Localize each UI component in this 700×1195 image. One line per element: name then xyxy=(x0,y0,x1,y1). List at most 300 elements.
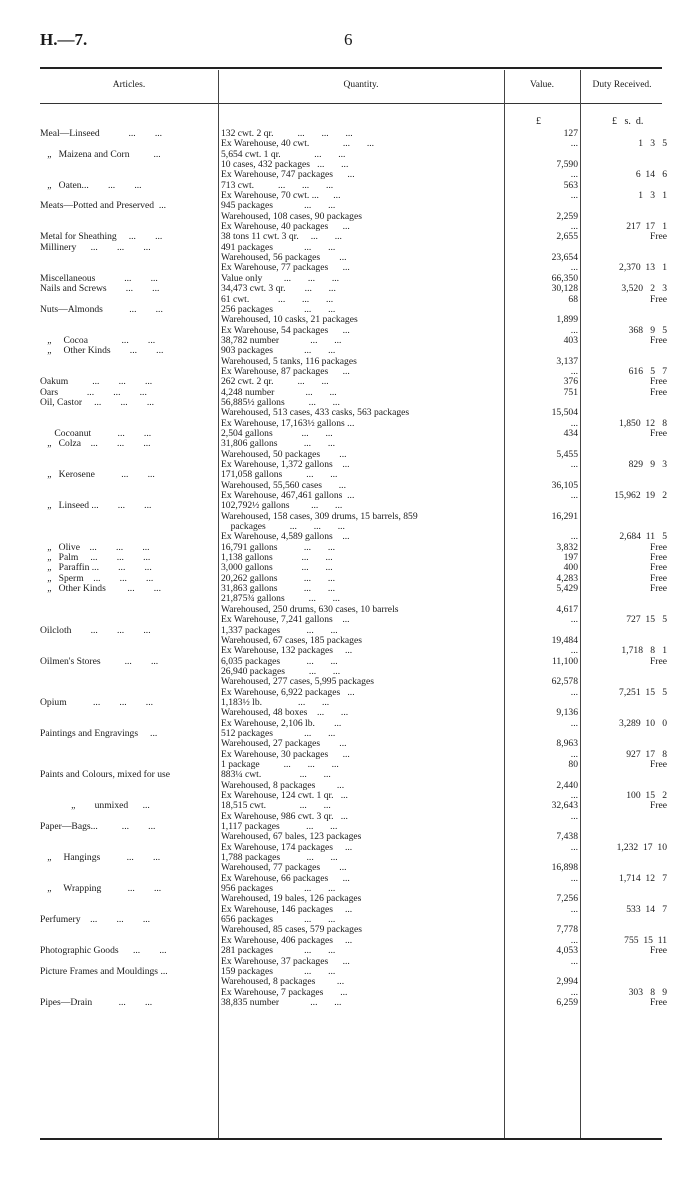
article-cell: Miscellaneous ... ... xyxy=(40,273,158,284)
article-cell xyxy=(40,357,218,367)
quantity-cell: Ex Warehouse, 17,163½ gallons ... xyxy=(221,418,355,429)
duty-cell: Free xyxy=(649,377,667,388)
duty-cell: Free xyxy=(649,335,667,346)
duty-cell: Free xyxy=(649,428,667,439)
duty-cell xyxy=(588,770,667,780)
quantity-cell: Warehoused, 158 cases, 309 drums, 15 barrels, 859 xyxy=(221,511,418,522)
article-cell xyxy=(40,988,218,998)
value-cell xyxy=(507,522,588,532)
quantity-cell: 20,262 gallons ... ... xyxy=(221,573,336,584)
article-cell xyxy=(40,750,218,760)
page-reference: H.—7. xyxy=(40,30,88,49)
value-cell: 3,832 xyxy=(556,542,578,553)
article-cell xyxy=(40,739,218,749)
article-cell: „ Olive ... ... ... xyxy=(40,542,150,553)
duty-cell xyxy=(588,894,667,904)
article-cell xyxy=(40,874,218,884)
quantity-cell: 1,183½ lb. ... ... xyxy=(221,697,330,708)
duty-cell: 1,714 12 7 xyxy=(619,873,667,884)
article-cell xyxy=(40,863,218,873)
table-row xyxy=(40,998,667,1008)
value-cell: ... xyxy=(570,904,578,915)
quantity-cell: 713 cwt. ... ... ... xyxy=(221,180,334,191)
quantity-cell: Warehoused, 250 drums, 630 cases, 10 barrels xyxy=(221,604,399,615)
table-row xyxy=(40,501,667,511)
duty-cell xyxy=(588,470,667,480)
duty-cell: Free xyxy=(649,563,667,574)
table-row xyxy=(40,719,667,729)
table-row xyxy=(40,594,667,604)
duty-cell xyxy=(588,305,667,315)
value-unit: £ xyxy=(536,116,541,127)
value-cell: 3,137 xyxy=(556,356,578,367)
duty-cell xyxy=(588,977,667,987)
article-cell xyxy=(40,781,218,791)
quantity-cell: 38,835 number ... ... xyxy=(221,997,342,1008)
article-cell xyxy=(40,326,218,336)
article-cell: Oars ... ... ... xyxy=(40,387,147,398)
quantity-cell: 159 packages ... ... xyxy=(221,966,336,977)
article-cell: Millinery ... ... ... xyxy=(40,242,151,253)
quantity-cell: Ex Warehouse, 986 cwt. 3 qr. ... xyxy=(221,811,348,822)
table-row xyxy=(40,398,667,408)
duty-cell: 533 14 7 xyxy=(626,904,667,915)
table-row xyxy=(40,905,667,915)
table-row xyxy=(40,936,667,946)
value-cell: 6,259 xyxy=(556,997,578,1008)
value-cell: 751 xyxy=(563,387,578,398)
value-cell: 400 xyxy=(563,563,578,574)
value-cell: ... xyxy=(570,935,578,946)
value-cell xyxy=(507,729,588,739)
imports-table xyxy=(40,129,667,1008)
article-cell xyxy=(40,605,218,615)
value-cell: 62,578 xyxy=(551,677,578,688)
duty-cell xyxy=(588,729,667,739)
value-cell xyxy=(507,626,588,636)
article-cell: Metal for Sheathing ... ... xyxy=(40,232,163,243)
table-row xyxy=(40,170,667,180)
quantity-cell: Ex Warehouse, 124 cwt. 1 qr. ... xyxy=(221,791,348,801)
duty-cell xyxy=(588,450,667,460)
duty-cell: 217 17 1 xyxy=(626,222,667,233)
value-cell xyxy=(507,770,588,780)
table-row xyxy=(40,212,667,222)
duty-cell xyxy=(588,253,667,263)
table-row xyxy=(40,139,667,149)
table-row xyxy=(40,160,667,170)
table-row xyxy=(40,429,667,439)
quantity-cell: 6,035 packages ... ... xyxy=(221,656,338,667)
article-cell: Meal—Linseed ... ... xyxy=(40,129,163,139)
duty-cell: 927 17 8 xyxy=(626,749,667,760)
article-cell: Nuts—Almonds ... ... xyxy=(40,304,163,315)
article-cell: Paper—Bags... ... ... xyxy=(40,822,156,833)
quantity-cell: 256 packages ... ... xyxy=(221,304,336,315)
table-row xyxy=(40,150,667,160)
quantity-cell: 3,000 gallons ... ... xyxy=(221,563,333,574)
value-cell: ... xyxy=(570,811,578,822)
quantity-cell: Warehoused, 77 packages ... xyxy=(221,863,347,874)
article-cell xyxy=(40,253,218,263)
value-cell: 68 xyxy=(568,294,578,305)
table-row xyxy=(40,677,667,687)
article-cell xyxy=(40,512,218,522)
article-cell: Perfumery ... ... ... xyxy=(40,915,151,926)
value-cell: 1,899 xyxy=(556,315,578,326)
duty-cell: Free xyxy=(649,294,667,305)
value-cell: ... xyxy=(570,615,578,626)
quantity-cell: Warehoused, 8 packages ... xyxy=(221,977,345,988)
quantity-cell: 491 packages ... ... xyxy=(221,242,336,253)
table-row xyxy=(40,439,667,449)
value-cell: ... xyxy=(570,366,578,377)
value-cell: 4,283 xyxy=(556,573,578,584)
duty-cell: Free xyxy=(649,584,667,595)
article-cell xyxy=(40,408,218,418)
article-cell: Opium ... ... ... xyxy=(40,697,153,708)
value-cell: ... xyxy=(570,460,578,470)
duty-cell: Free xyxy=(649,656,667,667)
table-row xyxy=(40,853,667,863)
table-row xyxy=(40,491,667,501)
quantity-cell: Warehoused, 55,560 cases ... xyxy=(221,480,346,491)
article-cell xyxy=(40,460,218,470)
article-cell: „ Paraffin ... ... ... xyxy=(40,563,152,574)
quantity-cell: Warehoused, 67 cases, 185 packages xyxy=(221,635,362,646)
quantity-cell: Ex Warehouse, 70 cwt. ... ... xyxy=(221,191,341,202)
duty-cell xyxy=(588,957,667,967)
article-cell xyxy=(40,636,218,646)
article-cell: Nails and Screws ... ... xyxy=(40,284,160,295)
table-row xyxy=(40,801,667,811)
article-cell: Paintings and Engravings ... xyxy=(40,728,158,739)
value-cell: 563 xyxy=(563,180,578,191)
duty-cell xyxy=(588,512,667,522)
table-row xyxy=(40,129,667,139)
article-cell: „ Hangings ... ... xyxy=(40,853,161,864)
value-cell xyxy=(507,305,588,315)
duty-cell xyxy=(588,181,667,191)
table-row xyxy=(40,626,667,636)
quantity-cell: Ex Warehouse, 406 packages ... xyxy=(221,935,353,946)
article-cell: Meats—Potted and Preserved ... xyxy=(40,201,167,212)
duty-cell xyxy=(588,150,667,160)
duty-cell: 7,251 15 5 xyxy=(619,687,667,698)
duty-cell: 1,718 8 1 xyxy=(621,646,667,657)
article-cell: „ Other Kinds ... ... xyxy=(40,346,164,357)
value-cell: ... xyxy=(570,791,578,801)
table-row xyxy=(40,377,667,387)
article-cell xyxy=(40,832,218,842)
quantity-cell: 26,940 packages ... ... xyxy=(221,666,341,677)
article-cell: Oilmen's Stores ... ... xyxy=(40,656,159,667)
table-row xyxy=(40,729,667,739)
value-cell: 4,053 xyxy=(556,946,578,957)
table-row xyxy=(40,232,667,242)
quantity-cell: Warehoused, 50 packages ... xyxy=(221,449,347,460)
value-cell xyxy=(507,822,588,832)
article-cell xyxy=(40,315,218,325)
quantity-cell: Ex Warehouse, 66 packages ... xyxy=(221,873,350,884)
quantity-cell: 31,806 gallons ... ... xyxy=(221,439,336,450)
quantity-cell: 171,058 gallons ... ... xyxy=(221,470,338,481)
article-cell xyxy=(40,925,218,935)
duty-cell: 6 14 6 xyxy=(635,170,667,181)
value-cell: ... xyxy=(570,191,578,202)
value-cell: 197 xyxy=(563,553,578,564)
article-cell xyxy=(40,791,218,801)
quantity-cell: Ex Warehouse, 37 packages ... xyxy=(221,956,350,967)
duty-cell xyxy=(588,812,667,822)
duty-cell: 1,850 12 8 xyxy=(619,418,667,429)
duty-cell xyxy=(588,501,667,511)
page-number: 6 xyxy=(344,30,353,49)
duty-cell: Free xyxy=(649,232,667,243)
table-row xyxy=(40,946,667,956)
article-cell xyxy=(40,957,218,967)
duty-cell: Free xyxy=(649,387,667,398)
quantity-cell: packages ... ... ... xyxy=(221,522,345,533)
quantity-cell: 10 cases, 432 packages ... ... xyxy=(221,160,349,171)
value-cell: 7,778 xyxy=(556,925,578,936)
duty-cell xyxy=(588,129,667,139)
quantity-cell: Ex Warehouse, 7 packages ... xyxy=(221,987,348,998)
table-row xyxy=(40,967,667,977)
quantity-cell: 1,117 packages ... ... xyxy=(221,822,338,833)
table-row xyxy=(40,874,667,884)
article-cell xyxy=(40,367,218,377)
duty-cell: 829 9 3 xyxy=(628,460,667,470)
quantity-cell: 31,863 gallons ... ... xyxy=(221,584,336,595)
duty-cell: 368 9 5 xyxy=(628,325,667,336)
value-cell xyxy=(507,853,588,863)
article-cell: „ Cocoa ... ... xyxy=(40,335,156,346)
quantity-cell: 34,473 cwt. 3 qr. ... ... xyxy=(221,284,336,295)
quantity-cell: 883¼ cwt. ... ... xyxy=(221,770,331,781)
article-cell: „ Kerosene ... ... xyxy=(40,470,155,481)
article-cell xyxy=(40,760,218,770)
table-row xyxy=(40,698,667,708)
value-cell xyxy=(507,594,588,604)
table-row xyxy=(40,957,667,967)
duty-cell xyxy=(588,781,667,791)
table-row xyxy=(40,563,667,573)
quantity-cell: Ex Warehouse, 7,241 gallons ... xyxy=(221,615,350,626)
value-cell: 2,440 xyxy=(556,780,578,791)
top-rule xyxy=(40,67,662,69)
article-cell xyxy=(40,491,218,501)
duty-cell xyxy=(588,708,667,718)
table-row xyxy=(40,791,667,801)
table-row xyxy=(40,822,667,832)
article-cell: Photographic Goods ... ... xyxy=(40,946,167,957)
table-row xyxy=(40,657,667,667)
table-row xyxy=(40,222,667,232)
value-cell: 30,128 xyxy=(551,284,578,295)
value-cell xyxy=(507,150,588,160)
table-row xyxy=(40,181,667,191)
table-row xyxy=(40,470,667,480)
quantity-cell: Ex Warehouse, 40 packages ... xyxy=(221,222,350,233)
article-cell xyxy=(40,843,218,853)
table-row xyxy=(40,367,667,377)
value-cell: 32,643 xyxy=(551,801,578,812)
table-row xyxy=(40,460,667,470)
imports-table-body xyxy=(40,129,667,1008)
table-row xyxy=(40,574,667,584)
value-cell: ... xyxy=(570,222,578,233)
duty-cell xyxy=(588,605,667,615)
duty-cell xyxy=(588,398,667,408)
quantity-cell: Warehoused, 19 bales, 126 packages xyxy=(221,894,362,905)
value-cell: 23,654 xyxy=(551,253,578,264)
quantity-cell: Ex Warehouse, 467,461 gallons ... xyxy=(221,491,355,502)
table-row xyxy=(40,512,667,522)
quantity-cell: 512 packages ... ... xyxy=(221,728,336,739)
quantity-cell: Ex Warehouse, 1,372 gallons ... xyxy=(221,460,350,470)
quantity-cell: Ex Warehouse, 174 packages ... xyxy=(221,842,353,853)
article-cell: „ Maizena and Corn ... xyxy=(40,149,161,160)
duty-cell xyxy=(588,832,667,842)
duty-cell xyxy=(588,594,667,604)
duty-cell: 1 3 1 xyxy=(638,191,667,202)
article-cell xyxy=(40,522,218,532)
quantity-cell: Ex Warehouse, 747 packages ... xyxy=(221,170,355,181)
article-cell: „ Sperm ... ... ... xyxy=(40,573,154,584)
value-cell xyxy=(507,201,588,211)
value-cell xyxy=(507,439,588,449)
quantity-cell: Warehoused, 277 cases, 5,995 packages xyxy=(221,677,374,688)
table-row xyxy=(40,884,667,894)
article-cell xyxy=(40,532,218,542)
table-row xyxy=(40,667,667,677)
article-cell xyxy=(40,212,218,222)
value-cell: 80 xyxy=(568,759,578,770)
article-cell: „ Wrapping ... ... xyxy=(40,884,162,895)
table-row xyxy=(40,481,667,491)
duty-cell: 1,232 17 10 xyxy=(616,842,667,853)
table-row xyxy=(40,760,667,770)
table-row xyxy=(40,243,667,253)
quantity-cell: Ex Warehouse, 54 packages ... xyxy=(221,325,350,336)
quantity-cell: Warehoused, 513 cases, 433 casks, 563 packages xyxy=(221,408,410,419)
duty-cell: 616 5 7 xyxy=(628,366,667,377)
value-cell xyxy=(507,915,588,925)
duty-cell xyxy=(588,925,667,935)
article-cell: „ unmixed ... xyxy=(40,801,150,812)
quantity-cell: Ex Warehouse, 6,922 packages ... xyxy=(221,687,355,698)
duty-cell xyxy=(588,357,667,367)
duty-cell: 2,684 11 5 xyxy=(619,532,667,543)
value-cell: 2,259 xyxy=(556,211,578,222)
article-cell: „ Other Kinds ... ... xyxy=(40,584,161,595)
value-cell: 19,484 xyxy=(551,635,578,646)
duty-cell xyxy=(588,667,667,677)
value-cell: ... xyxy=(570,718,578,729)
value-cell: 5,429 xyxy=(556,584,578,595)
duty-cell: Free xyxy=(649,997,667,1008)
duty-cell: 2,370 13 1 xyxy=(619,263,667,274)
table-row xyxy=(40,357,667,367)
article-cell xyxy=(40,419,218,429)
value-cell: ... xyxy=(570,170,578,181)
value-cell xyxy=(507,243,588,253)
quantity-cell: Warehoused, 67 bales, 123 packages xyxy=(221,832,362,843)
article-cell: Oakum ... ... ... xyxy=(40,377,153,388)
quantity-cell: 1,138 gallons ... ... xyxy=(221,553,333,564)
value-cell: ... xyxy=(570,263,578,274)
value-cell xyxy=(507,884,588,894)
article-cell: Picture Frames and Mouldings ... xyxy=(40,966,168,977)
table-row xyxy=(40,305,667,315)
value-cell: 8,963 xyxy=(556,739,578,750)
value-cell xyxy=(507,470,588,480)
quantity-cell: 5,654 cwt. 1 qr. ... ... xyxy=(221,149,346,160)
table-row xyxy=(40,532,667,542)
duty-cell: 15,962 19 2 xyxy=(614,491,667,502)
quantity-cell: Warehoused, 108 cases, 90 packages xyxy=(221,211,362,222)
table-row xyxy=(40,739,667,749)
value-cell: ... xyxy=(570,873,578,884)
article-cell xyxy=(40,160,218,170)
value-cell: ... xyxy=(570,842,578,853)
value-cell: 2,994 xyxy=(556,977,578,988)
table-row xyxy=(40,832,667,842)
article-cell xyxy=(40,894,218,904)
article-cell xyxy=(40,263,218,273)
quantity-cell: 4,248 number ... ... xyxy=(221,387,337,398)
value-cell xyxy=(507,398,588,408)
quantity-cell: 38 tons 11 cwt. 3 qr. ... ... xyxy=(221,232,342,243)
duty-cell xyxy=(588,739,667,749)
value-cell: 4,617 xyxy=(556,604,578,615)
duty-cell: Free xyxy=(649,801,667,812)
table-row xyxy=(40,615,667,625)
table-row xyxy=(40,346,667,356)
quantity-cell: 1 package ... ... ... xyxy=(221,759,339,770)
value-cell: ... xyxy=(570,687,578,698)
table-row xyxy=(40,843,667,853)
quantity-cell: Warehoused, 56 packages ... xyxy=(221,253,347,264)
quantity-cell: 945 packages ... ... xyxy=(221,201,336,212)
article-cell xyxy=(40,139,218,149)
article-cell xyxy=(40,677,218,687)
column-header-duty: Duty Received. xyxy=(592,80,652,90)
article-cell xyxy=(40,450,218,460)
table-row xyxy=(40,925,667,935)
table-row xyxy=(40,284,667,294)
article-cell xyxy=(40,295,218,305)
table-row xyxy=(40,646,667,656)
quantity-cell: 132 cwt. 2 qr. ... ... ... xyxy=(221,129,353,139)
duty-cell: 755 15 11 xyxy=(624,935,667,946)
article-cell xyxy=(40,977,218,987)
duty-cell xyxy=(588,822,667,832)
article-cell xyxy=(40,688,218,698)
duty-cell: 303 8 9 xyxy=(628,987,667,998)
value-cell xyxy=(507,967,588,977)
quantity-cell: Warehoused, 48 boxes ... ... xyxy=(221,708,349,719)
value-cell: 66,350 xyxy=(551,273,578,284)
duty-cell: 727 15 5 xyxy=(626,615,667,626)
value-cell: ... xyxy=(570,749,578,760)
table-row xyxy=(40,408,667,418)
table-row xyxy=(40,336,667,346)
duty-unit: £ s. d. xyxy=(612,116,644,127)
quantity-cell: 262 cwt. 2 qr. ... ... xyxy=(221,377,329,388)
quantity-cell: Warehoused, 8 packages ... xyxy=(221,780,345,791)
